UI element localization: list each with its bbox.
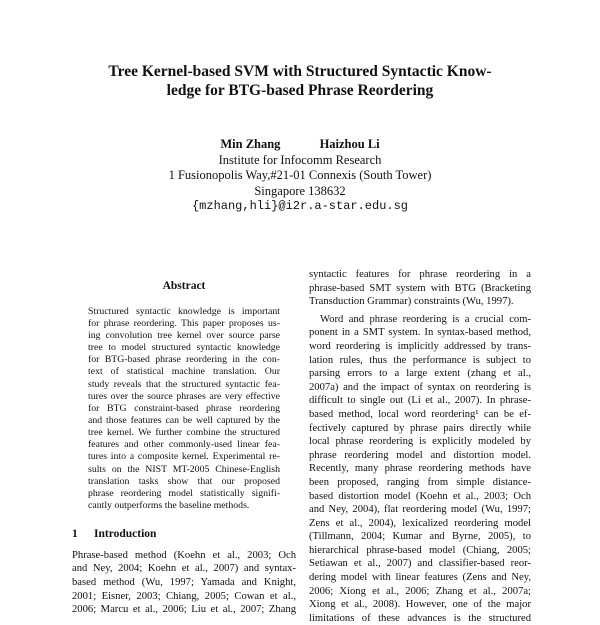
text-line: Setiawan et al., 2007) and classifier-based reor-	[309, 558, 531, 570]
text-line: 2006; Marcu et al., 2006; Liu et al., 2007; Zhang	[72, 604, 296, 616]
text-line: Xiong et al., 2008). However, one of the major	[309, 599, 531, 611]
text-line: 2007a) and the impact of syntax on reordering is	[309, 381, 531, 393]
text-line: (Tillmann, 2004; Kumar and Byrne, 2005), to	[309, 531, 531, 543]
section-title: Introduction	[94, 528, 157, 541]
title-line: ledge for BTG-based Phrase Reordering	[166, 82, 434, 99]
paper-title	[80, 62, 520, 100]
text-line: dering model with linear features (Zens and Ney,	[309, 572, 531, 584]
abstract-body	[88, 306, 280, 513]
text-line: Transduction Grammar) constraints (Wu, 1997).	[309, 296, 514, 308]
abstract-heading: Abstract	[162, 280, 206, 292]
affiliation-line: 1 Fusionopolis Way,#21-01 Connexis (South Tower)	[168, 168, 432, 182]
text-line: for BTG-based phrase reordering in the con-	[88, 354, 280, 366]
text-line: local phrase reordering is explicitly modeled by	[309, 436, 531, 448]
affiliation-line: Singapore 138632	[254, 183, 346, 198]
text-line: difficult to single out (Li et al., 2007). In phrase-	[309, 395, 531, 407]
text-line: 2006; Xiong et al., 2006; Zhang et al., 2007a;	[309, 585, 531, 597]
text-line: for BTG constraint-based phrase reordering	[88, 402, 280, 414]
text-line: and those features can be well captured by the	[88, 415, 280, 426]
title-line: Tree Kernel-based SVM with Structured Syntactic Know-	[108, 63, 492, 80]
text-line: study reveals that the structured syntactic fea-	[88, 378, 280, 390]
text-line: phrase reordering model and distortion model.	[309, 449, 531, 461]
paragraph	[309, 313, 531, 625]
author-name: Min Zhang	[220, 137, 281, 151]
text-line: phrase-based SMT system with BTG (Bracketing	[309, 282, 531, 294]
text-line: tures into a composite kernel. Experimental re-	[88, 451, 280, 463]
paragraph	[309, 268, 531, 309]
right-column	[309, 268, 531, 625]
section-number: 1	[72, 528, 78, 541]
text-line: syntactic features for phrase reordering in a	[309, 269, 531, 280]
text-line: cantly outperforms the baseline methods.	[88, 500, 250, 512]
text-line: based method (Wu, 1997; Yamada and Knight,	[72, 577, 296, 589]
author-email: {mzhang,hli}@i2r.a-star.edu.sg	[191, 199, 409, 213]
section-heading-introduction	[72, 528, 296, 542]
text-line: Word and phrase reordering is a crucial com-	[320, 313, 531, 325]
text-line: hierarchical phrase-based model (Chiang, 2005;	[309, 544, 531, 556]
text-line: tures over the source phrases are very effective	[88, 390, 280, 402]
text-line: phrase reordering model statistically signifi-	[88, 487, 280, 499]
text-line: sults on the NIST MT-2005 Chinese-English	[88, 463, 280, 475]
text-line: Recently, many phrase reordering methods have	[309, 463, 531, 475]
text-line: and Ney, 2004; Koehn et al., 2007) and syntax-	[72, 563, 296, 575]
author-block	[0, 137, 600, 215]
text-line: based method, local word reordering¹ can be ef-	[309, 408, 531, 420]
author-names	[0, 137, 600, 153]
text-line: limitations of these advances is the structured	[309, 612, 531, 624]
text-line: word reordering is implicitly addressed by trans-	[309, 340, 531, 352]
text-line: Structured syntactic knowledge is important	[88, 305, 280, 317]
text-line: tree kernel. We further combine the structured	[88, 427, 280, 439]
text-line: fectively captured by phrase pairs directly while	[309, 422, 531, 434]
text-line: lation rules, thus the performance is subject to	[309, 354, 531, 366]
text-line: Zens et al., 2004), lexicalized reordering model	[309, 517, 531, 529]
text-line: been proposed, ranging from simple distance-	[309, 476, 531, 488]
affiliation-line: Institute for Infocomm Research	[218, 152, 382, 167]
text-line: ponent in a SMT system. In syntax-based method,	[309, 327, 531, 339]
text-line: features and other commonly-used linear fea-	[88, 439, 280, 451]
text-line: translation tasks show that our proposed	[88, 475, 280, 487]
text-line: based distortion model (Koehn et al., 2003; Och	[309, 490, 531, 502]
text-line: parsing errors to a large extent (zhang et al.,	[309, 368, 531, 380]
text-line: Phrase-based method (Koehn et al., 2003; Och	[72, 549, 296, 561]
text-line: for phrase reordering. This paper proposes us-	[88, 317, 280, 329]
left-column	[72, 280, 296, 617]
introduction-body	[72, 549, 296, 617]
text-line: ing convolution tree kernel over source parse	[88, 329, 280, 341]
text-line: text of statistical machine translation. Our	[88, 366, 280, 378]
text-line: 2001; Eisner, 2003; Chiang, 2005; Cowan et al.,	[72, 590, 296, 602]
text-line: tree to model structured syntactic knowledge	[88, 342, 280, 354]
author-name: Haizhou Li	[319, 137, 380, 151]
text-line: and Ney, 2004), flat reordering model (Wu, 1997;	[309, 504, 531, 516]
